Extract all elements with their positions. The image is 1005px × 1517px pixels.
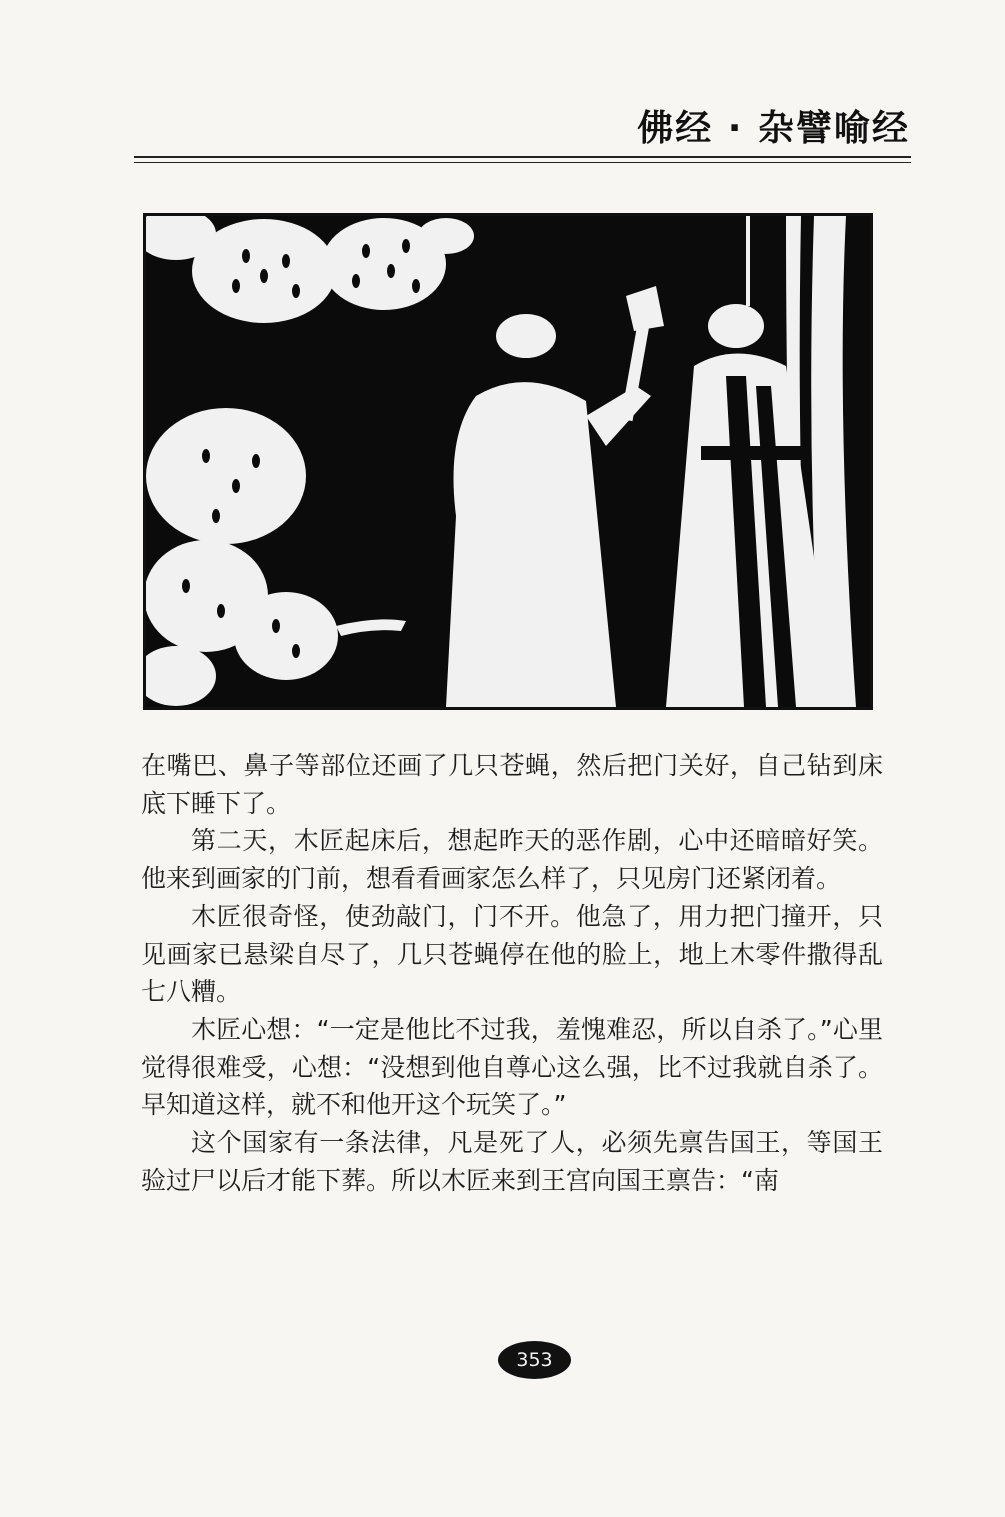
paragraph-5: 这个国家有一条法律，凡是死了人，必须先禀告国王，等国王验过尸以后才能下葬。所以木匠来到王宫向国王禀告：“南 — [141, 1128, 883, 1195]
header-rule-thin — [134, 162, 911, 163]
paragraph-1: 在嘴巴、鼻子等部位还画了几只苍蝇，然后把门关好，自己钻到床底下睡下了。 — [141, 751, 883, 818]
paragraph-2: 第二天，木匠起床后，想起昨天的恶作剧，心中还暗暗好笑。他来到画家的门前，想看看画家怎么样了，只见房门还紧闭着。 — [141, 826, 883, 894]
page-number-badge: 353 — [498, 1341, 571, 1379]
paragraph-4: 木匠心想：“一定是他比不过我，羞愧难忍，所以自杀了。”心里觉得很难受，心想：“没想到他自尊心这么强，比不过我就自杀了。早知道这样，就不和他开这个玩笑了。” — [141, 1014, 883, 1120]
paragraph-3: 木匠很奇怪，使劲敲门，门不开。他急了，用力把门撞开，只见画家已悬梁自尽了，几只苍蝇停在他的脸上，地上木零件撒得乱七八糟。 — [141, 901, 883, 1007]
running-header-title: 佛经 · 杂譬喻经 — [637, 108, 910, 149]
woodcut-illustration — [143, 213, 873, 710]
header-rule-thick — [134, 156, 911, 158]
body-text — [141, 747, 883, 1199]
woodcut-illustration-icon — [146, 216, 870, 707]
